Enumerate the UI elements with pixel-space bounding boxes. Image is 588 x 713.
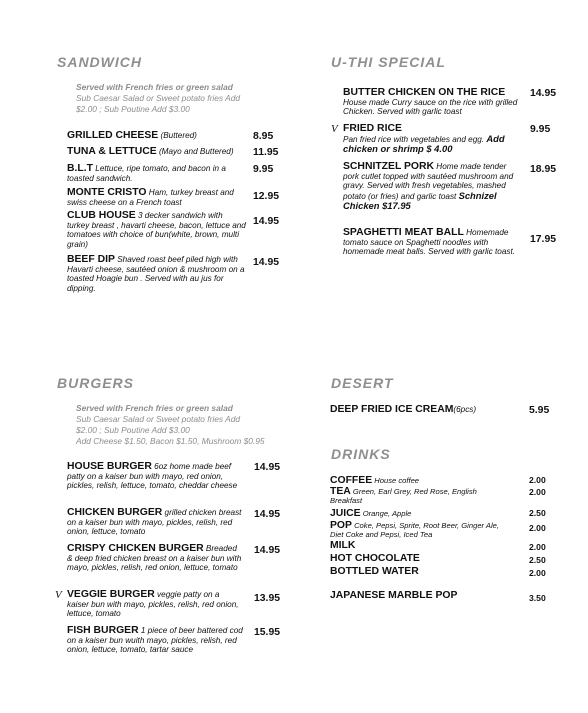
sandwich-note-line1: Served with French fries or green salad xyxy=(76,82,233,92)
item-desc: Ham, turkey breast and swiss cheese on a French toast xyxy=(67,188,234,207)
drink-item-hot-chocolate xyxy=(330,555,420,564)
item-desc: 3 decker sandwich with turkey breast , havarti cheese, bacon, lettuce and tomatoes with choice of bun(white, brown, multi grain) xyxy=(67,211,246,249)
item-price: 14.95 xyxy=(253,257,280,268)
item-name: HOT CHOCOLATE xyxy=(330,553,420,564)
item-price: 14.95 xyxy=(254,545,281,556)
drink-item-coffee xyxy=(330,477,520,486)
item-price: 2.00 xyxy=(529,568,546,578)
item-name: JUICE xyxy=(330,508,361,519)
sandwich-note-line2: Sub Caesar Salad or Sweet potato fries Add xyxy=(76,93,241,103)
item-price: 18.95 xyxy=(530,164,557,175)
item-desc: (6pcs) xyxy=(453,405,477,414)
item-name: BUTTER CHICKEN ON THE RICE xyxy=(343,87,506,98)
item-name: CLUB HOUSE xyxy=(67,210,136,221)
item-name: SPAGHETTI MEAT BALL xyxy=(343,227,464,238)
burgers-note-line4: Add Cheese $1.50, Bacon $1.50, Mushroom $0.95 xyxy=(76,436,265,446)
sandwich-item-club-house xyxy=(67,211,247,249)
item-desc: Lettuce, ripe tomato, and bacon in a toasted sandwich. xyxy=(67,164,226,183)
drinks-heading: DRINKS xyxy=(331,446,391,462)
drink-item-pop xyxy=(330,522,502,539)
sandwich-item-monte-cristo xyxy=(67,188,247,207)
item-price: 2.00 xyxy=(529,523,546,533)
item-price: 2.00 xyxy=(529,542,546,552)
item-name: JAPANESE MARBLE POP xyxy=(330,590,458,601)
drink-item-juice xyxy=(330,510,520,519)
item-name: DEEP FRIED ICE CREAM xyxy=(330,404,454,415)
uthi-item-schnitzel xyxy=(343,162,517,212)
item-price: 8.95 xyxy=(253,131,274,142)
item-price: 14.95 xyxy=(254,509,281,520)
vegetarian-mark: V xyxy=(55,589,62,601)
item-name: FISH BURGER xyxy=(67,625,139,636)
item-name: MONTE CRISTO xyxy=(67,187,147,198)
burgers-note-line2: Sub Caesar Salad or Sweet potato fries Add xyxy=(76,414,241,424)
burgers-heading: BURGERS xyxy=(57,375,135,391)
burger-item-chicken xyxy=(67,508,243,537)
item-name: MILK xyxy=(330,540,356,551)
item-price: 2.00 xyxy=(529,475,546,485)
drink-item-milk xyxy=(330,542,355,551)
item-name: BEEF DIP xyxy=(67,254,115,265)
item-desc: veggie patty on a kaiser bun with mayo, pickles, relish, red onion, lettuce, tomato xyxy=(67,590,239,619)
item-price: 14.95 xyxy=(253,216,280,227)
sandwich-item-tuna xyxy=(67,147,247,157)
burgers-note-line1: Served with French fries or green salad xyxy=(76,403,233,413)
item-price: 2.00 xyxy=(529,487,546,497)
item-name: POP xyxy=(330,520,352,531)
item-name: TUNA & LETTUCE xyxy=(67,146,157,157)
item-desc: House made Curry sauce on the rice with grilled Chicken. Served with garlic toast xyxy=(343,97,518,117)
burger-item-fish xyxy=(67,626,243,655)
item-price: 15.95 xyxy=(254,627,281,638)
item-desc: Home made tender pork cutlet topped with sautéed mushroom and gravy. Served with fresh vegetables, mashed potato (or fries) and garlic toast xyxy=(343,162,514,201)
uthi-heading: U-THI SPECIAL xyxy=(331,54,446,70)
item-name: VEGGIE BURGER xyxy=(67,589,155,600)
sandwich-item-grilled-cheese xyxy=(67,131,247,141)
item-name: TEA xyxy=(330,486,351,497)
item-desc: (Buttered) xyxy=(158,131,197,140)
item-desc: Breaded & deep fried chicken breast on a kaiser bun with mayo, pickles, relish, red onion, lettuce, tomato xyxy=(67,544,242,573)
drink-item-japanese-marble-pop xyxy=(330,592,457,601)
item-price: 2.50 xyxy=(529,555,546,565)
item-desc: Orange, Apple xyxy=(360,509,412,518)
burger-item-veggie xyxy=(67,590,243,619)
uthi-item-butter-chicken xyxy=(343,88,523,117)
burger-item-house xyxy=(67,462,243,491)
item-price: 12.95 xyxy=(253,191,280,202)
sandwich-item-blt xyxy=(67,164,247,183)
drink-item-tea xyxy=(330,488,502,505)
item-name: B.L.T xyxy=(67,163,93,174)
item-desc: grilled chicken breast on a kaiser bun with mayo, pickles, relish, red onion, lettuce, tomato xyxy=(67,508,242,537)
item-price: 9.95 xyxy=(530,124,551,135)
burgers-note-line3: $2.00 ; Sub Poutine Add $3.00 xyxy=(76,425,190,435)
sandwich-heading: SANDWICH xyxy=(57,54,142,70)
item-price: 17.95 xyxy=(530,234,557,245)
item-price: 14.95 xyxy=(530,88,557,99)
item-price: 9.95 xyxy=(253,164,274,175)
item-name: FRIED RICE xyxy=(343,123,402,134)
burger-item-crispy-chicken xyxy=(67,544,243,573)
item-name: CHICKEN BURGER xyxy=(67,507,163,518)
sandwich-note xyxy=(76,82,276,115)
sandwich-note-line3: $2.00 ; Sub Poutine Add $3.00 xyxy=(76,104,190,114)
item-desc: 6oz home made beef patty on a kaiser bun with mayo, red onion, pickles, relish, lettuce, tomato, cheddar cheese xyxy=(67,462,238,491)
uthi-item-fried-rice xyxy=(343,124,521,155)
item-desc: Shaved roast beef piled high with Havarti cheese, sautéed onion & mushroom on a toasted Hoagie bun . Served with au jus for dipping. xyxy=(67,255,245,293)
item-name: BOTTLED WATER xyxy=(330,566,419,577)
sandwich-item-beef-dip xyxy=(67,255,247,293)
item-desc: 1 piece of beer battered cod on a kaiser bun wuith mayo, pickles, relish, red onion, lettuce, tomato, tartar sauce xyxy=(67,626,243,655)
item-name: GRILLED CHEESE xyxy=(67,130,159,141)
item-price: 14.95 xyxy=(254,462,281,473)
item-price: 11.95 xyxy=(253,147,279,158)
item-name: COFFEE xyxy=(330,475,373,486)
vegetarian-mark: V xyxy=(331,123,338,135)
item-desc: Homemade tomato sauce on Spaghetti noodles with homemade meat balls. Served with garlic toast. xyxy=(343,228,516,257)
item-desc: Pan fried rice with vegetables and egg. xyxy=(343,134,485,144)
desert-item-ice-cream xyxy=(330,405,520,415)
item-name: CRISPY CHICKEN BURGER xyxy=(67,543,204,554)
drink-item-bottled-water xyxy=(330,568,419,577)
item-price: 2.50 xyxy=(529,508,546,518)
uthi-item-spaghetti xyxy=(343,228,517,257)
item-desc: (Mayo and Buttered) xyxy=(156,147,234,156)
item-name: HOUSE BURGER xyxy=(67,461,152,472)
burgers-note xyxy=(76,403,286,447)
item-desc: Green, Earl Grey, Red Rose, English Breakfast xyxy=(330,487,477,505)
item-price: 13.95 xyxy=(254,593,281,604)
item-desc: House coffee xyxy=(372,476,420,485)
item-price: 3.50 xyxy=(529,593,546,603)
desert-heading: DESERT xyxy=(331,375,394,391)
item-name: SCHNITZEL PORK xyxy=(343,161,435,172)
item-addon: Add chicken or shrimp $ 4.00 xyxy=(343,132,505,155)
item-price: 5.95 xyxy=(529,405,550,416)
item-addon: Schnizel Chicken $17.95 xyxy=(343,189,497,212)
item-desc: Coke, Pepsi, Sprite, Root Beer, Ginger Ale, Diet Coke and Pepsi, Iced Tea xyxy=(330,521,499,539)
